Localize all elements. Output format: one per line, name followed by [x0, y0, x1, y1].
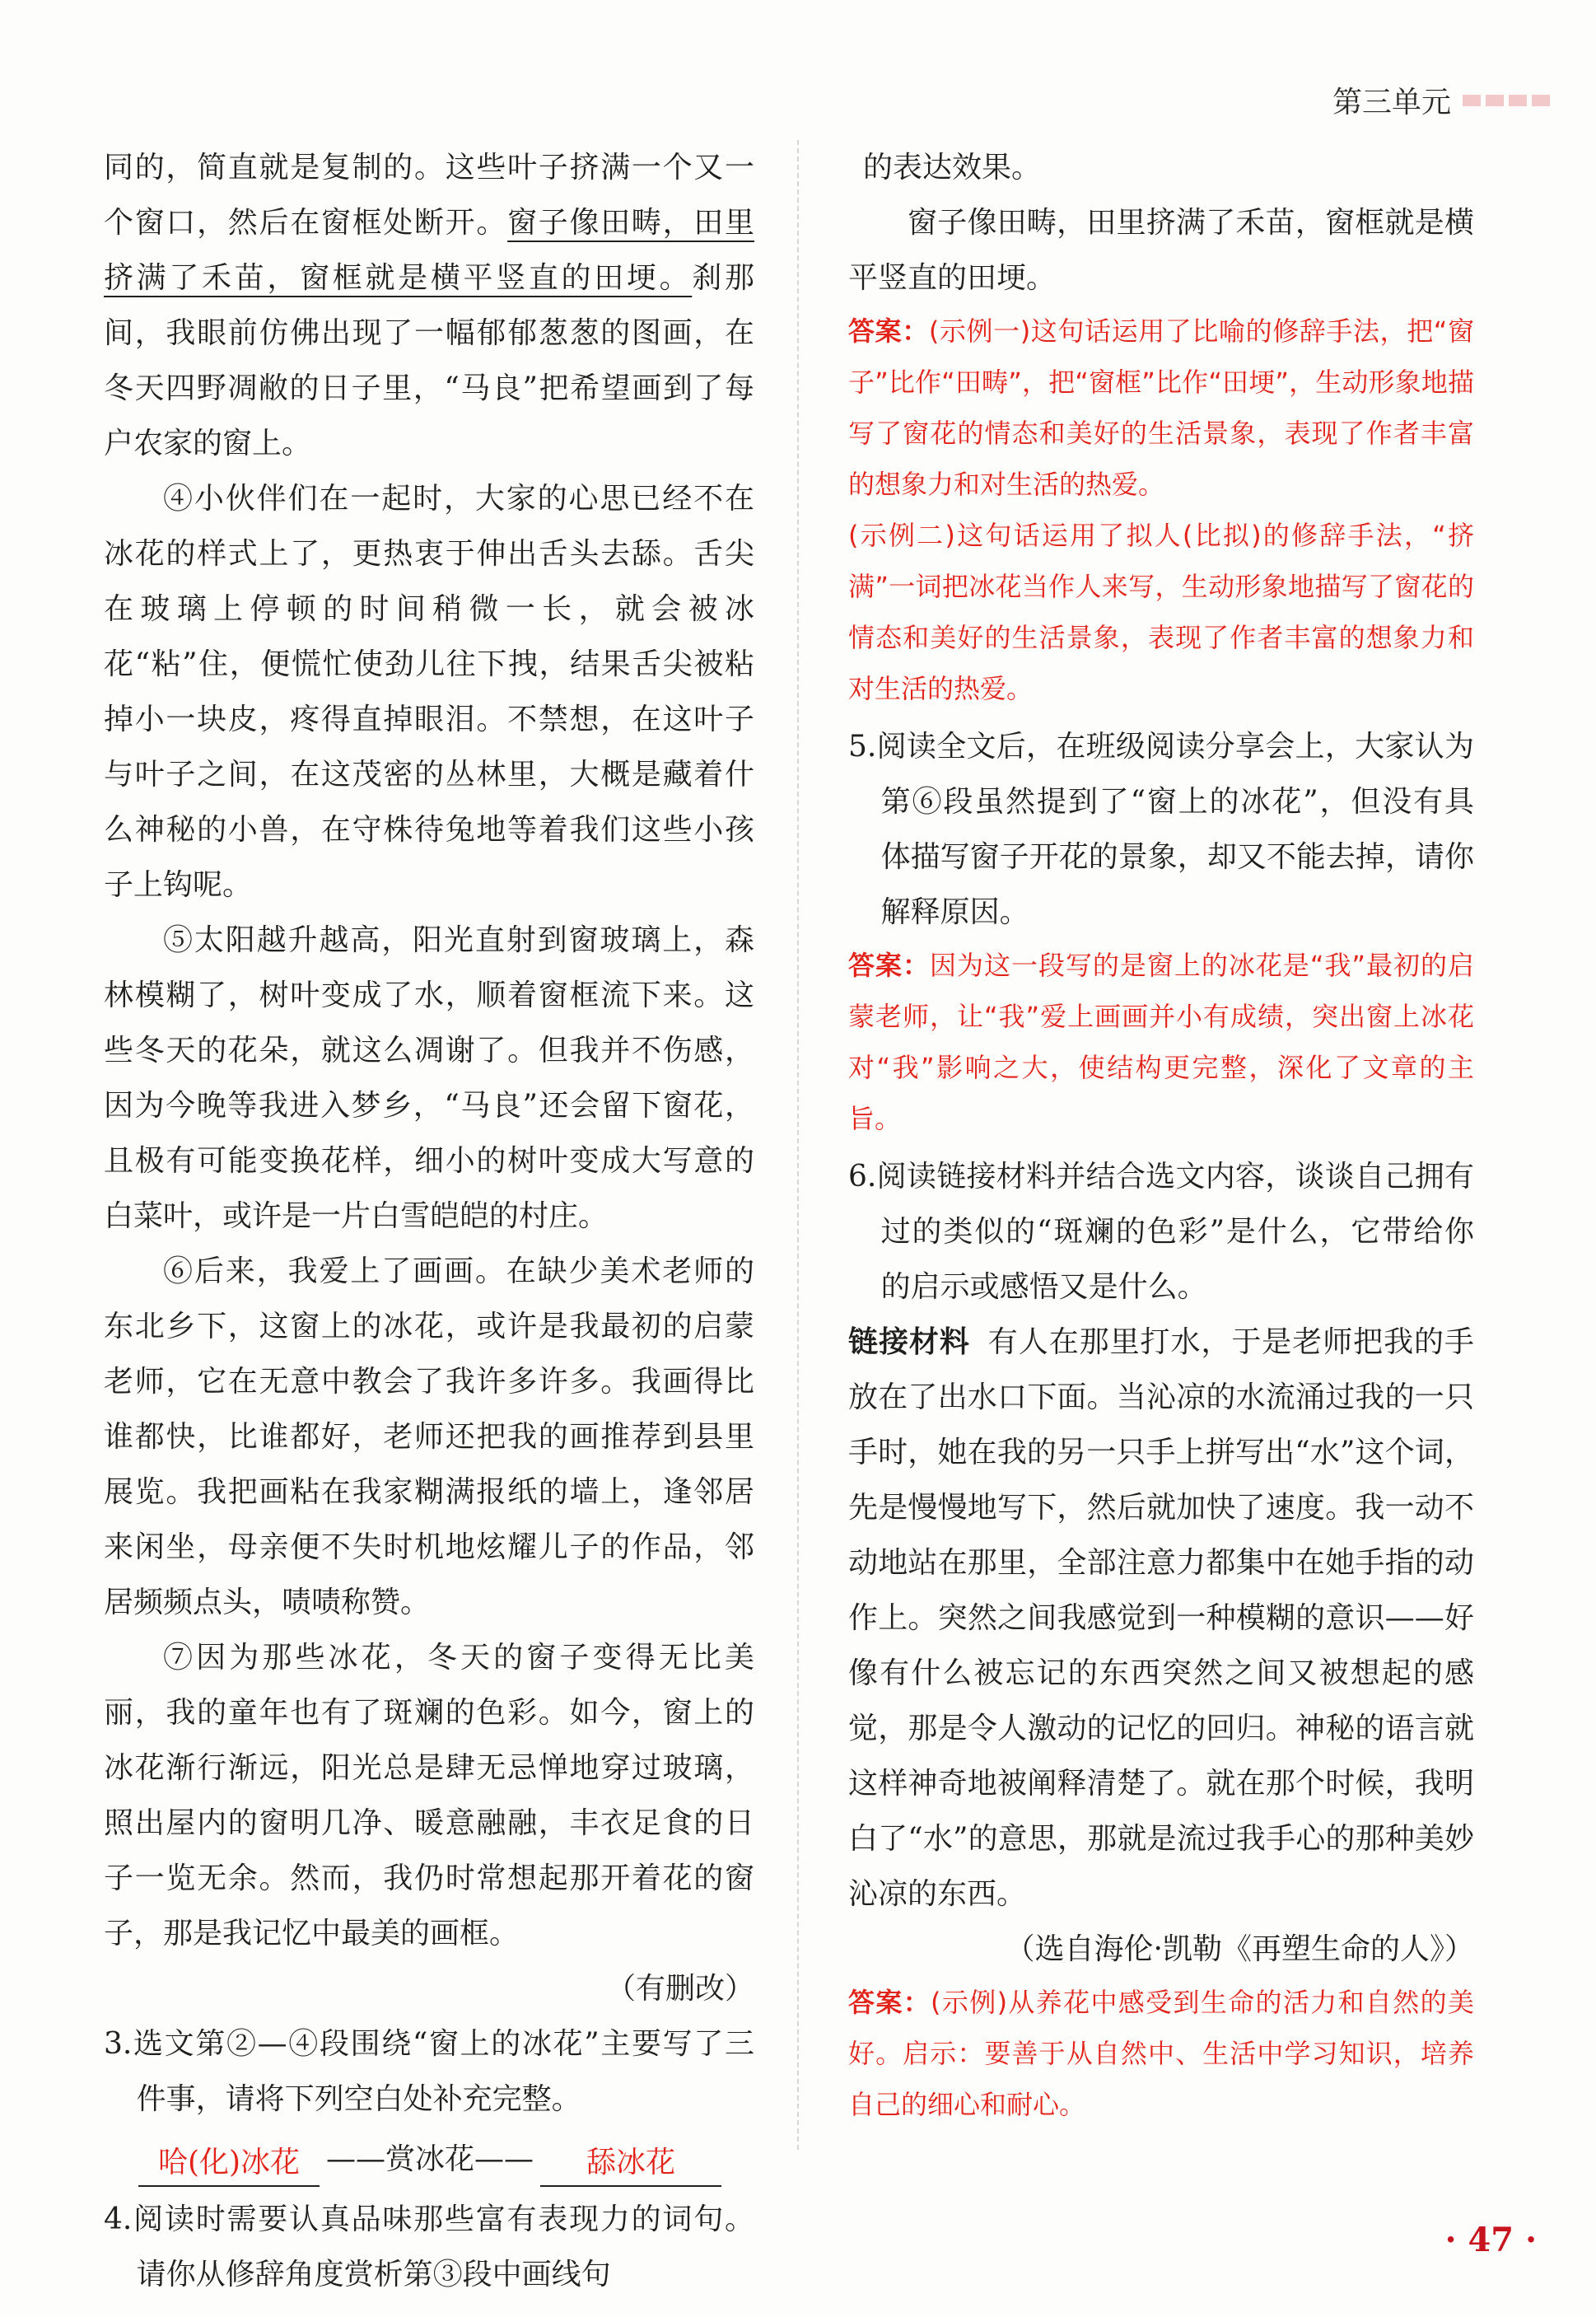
paragraph-5: ⑤太阳越升越高，阳光直射到窗玻璃上，森林模糊了，树叶变成了水，顺着窗框流下来。这些冬天的花朵，就这么凋谢了。但我并不伤感，因为今晚等我进入梦乡，“马良”还会留下窗花，且极有可能变换花样，细小的树叶变成大写意的白菜叶，或许是一片白雪皑皑的村庄。	[104, 923, 754, 1233]
link-material-label: 链接材料	[848, 1325, 970, 1359]
quoted-sentence: 窗子像田畴，田里挤满了禾苗，窗框就是横平竖直的田埂。	[848, 206, 1474, 295]
question-6: 6.阅读链接材料并结合选文内容，谈谈自己拥有过的类似的“斑斓的色彩”是什么，它带给你的启示或感悟又是什么。	[848, 1160, 1474, 1304]
paragraph-3-end: 刹那间，我眼前仿佛出现了一幅郁郁葱葱的图画，在冬天四野凋敝的日子里，“马良”把希望画到了每户农家的窗上。	[104, 261, 754, 460]
answer-text: (示例)从养花中感受到生命的活力和自然的美好。启示：要善于从自然中、生活中学习知识，培养自己的细心和耐心。	[848, 1987, 1474, 2120]
paragraph-3-start: 同的，简直就是复制的。这些叶子挤满一个又一个窗口，然后在窗框处断开。	[104, 151, 754, 240]
answer-label: 答案：	[848, 950, 930, 981]
header-decoration	[1463, 95, 1550, 106]
question-4: 4.阅读时需要认真品味那些富有表现力的词句。请你从修辞角度赏析第③段中画线句	[104, 2203, 754, 2291]
question-5: 5.阅读全文后，在班级阅读分享会上，大家认为第⑥段虽然提到了“窗上的冰花”，但没有具体描写窗子开花的景象，却又不能去掉，请你解释原因。	[848, 730, 1474, 929]
underlined-sentence: 窗子像田畴，田里挤满了禾苗，窗框就是横平竖直的田埂。	[104, 206, 754, 295]
blank-connector: ——赏冰花——	[326, 2142, 534, 2176]
right-column	[848, 140, 1474, 2130]
unit-title: 第三单元	[1332, 86, 1451, 119]
answer-text: (示例一)这句话运用了比喻的修辞手法，把“窗子”比作“田畴”，把“窗框”比作“田埂”，生动形象地描写了窗花的情态和美好的生活景象，表现了作者丰富的想象力和对生活的热爱。	[848, 315, 1474, 500]
answer-blank-1: 哈(化)冰花	[138, 2141, 320, 2187]
left-column	[104, 140, 754, 2302]
paragraph-6: ⑥后来，我爱上了画画。在缺少美术老师的东北乡下，这窗上的冰花，或许是我最初的启蒙老师，它在无意中教会了我许多许多。我画得比谁都快，比谁都好，老师还把我的画推荐到县里展览。我把画粘在我家糊满报纸的墙上，逢邻居来闲坐，母亲便不失时机地炫耀儿子的作品，邻居频频点头，啧啧称赞。	[104, 1254, 754, 1619]
link-material	[848, 1315, 1474, 1922]
question-3: 3.选文第②—④段围绕“窗上的冰花”主要写了三件事，请将下列空白处补充完整。	[104, 2027, 754, 2116]
question-4-continued: 的表达效果。	[863, 151, 1042, 185]
question-6-answer	[848, 1977, 1474, 2130]
question-5-answer	[848, 940, 1474, 1144]
page-header	[1332, 79, 1550, 121]
question-3-blanks	[138, 2132, 754, 2187]
link-material-text: 有人在那里打水，于是老师把我的手放在了出水口下面。当沁凉的水流涌过我的一只手时，她在我的另一只手上拼写出“水”这个词，先是慢慢地写下，然后就加快了速度。我一动不动地站在那里，全部注意力都集中在她手指的动作上。突然之间我感觉到一种模糊的意识——好像有什么被忘记的东西突然之间又被想起的感觉，那是令人激动的记忆的回归。神秘的语言就这样神奇地被阐释清楚了。就在那个时候，我明白了“水”的意思，那就是流过我手心的那种美妙沁凉的东西。	[848, 1325, 1474, 1911]
paragraph-3	[104, 140, 754, 471]
answer-label: 答案：	[848, 315, 929, 347]
column-divider	[797, 140, 799, 2150]
answer-label: 答案：	[848, 1987, 931, 2018]
question-4-answer-1	[848, 306, 1474, 510]
source-note: （有删改）	[605, 1972, 754, 2006]
paragraph-7: ⑦因为那些冰花，冬天的窗子变得无比美丽，我的童年也有了斑斓的色彩。如今，窗上的冰花渐行渐远，阳光总是肆无忌惮地穿过玻璃，照出屋内的窗明几净、暖意融融，丰衣足食的日子一览无余。然而，我仍时常想起那开着花的窗子，那是我记忆中最美的画框。	[104, 1641, 754, 1950]
paragraph-4: ④小伙伴们在一起时，大家的心思已经不在冰花的样式上了，更热衷于伸出舌头去舔。舌尖在玻璃上停顿的时间稍微一长，就会被冰花“粘”住，便慌忙使劲儿往下拽，结果舌尖被粘掉小一块皮，疼得直掉眼泪。不禁想，在这叶子与叶子之间，在这茂密的丛林里，大概是藏着什么神秘的小兽，在守株待兔地等着我们这些小孩子上钩呢。	[104, 482, 754, 902]
answer-blank-2: 舔冰花	[540, 2141, 721, 2187]
question-4-answer-2: (示例二)这句话运用了拟人(比拟)的修辞手法，“挤满”一词把冰花当作人来写，生动形象地描写了窗花的情态和美好的生活景象，表现了作者丰富的想象力和对生活的热爱。	[848, 520, 1474, 704]
page-number: · 47 ·	[1444, 2221, 1537, 2259]
answer-text: 因为这一段写的是窗上的冰花是“我”最初的启蒙老师，让“我”爱上画画并小有成绩，突出窗上冰花对“我”影响之大，使结构更完整，深化了文章的主旨。	[848, 950, 1474, 1134]
link-source: （选自海伦·凯勒《再塑生命的人》）	[1005, 1932, 1474, 1966]
